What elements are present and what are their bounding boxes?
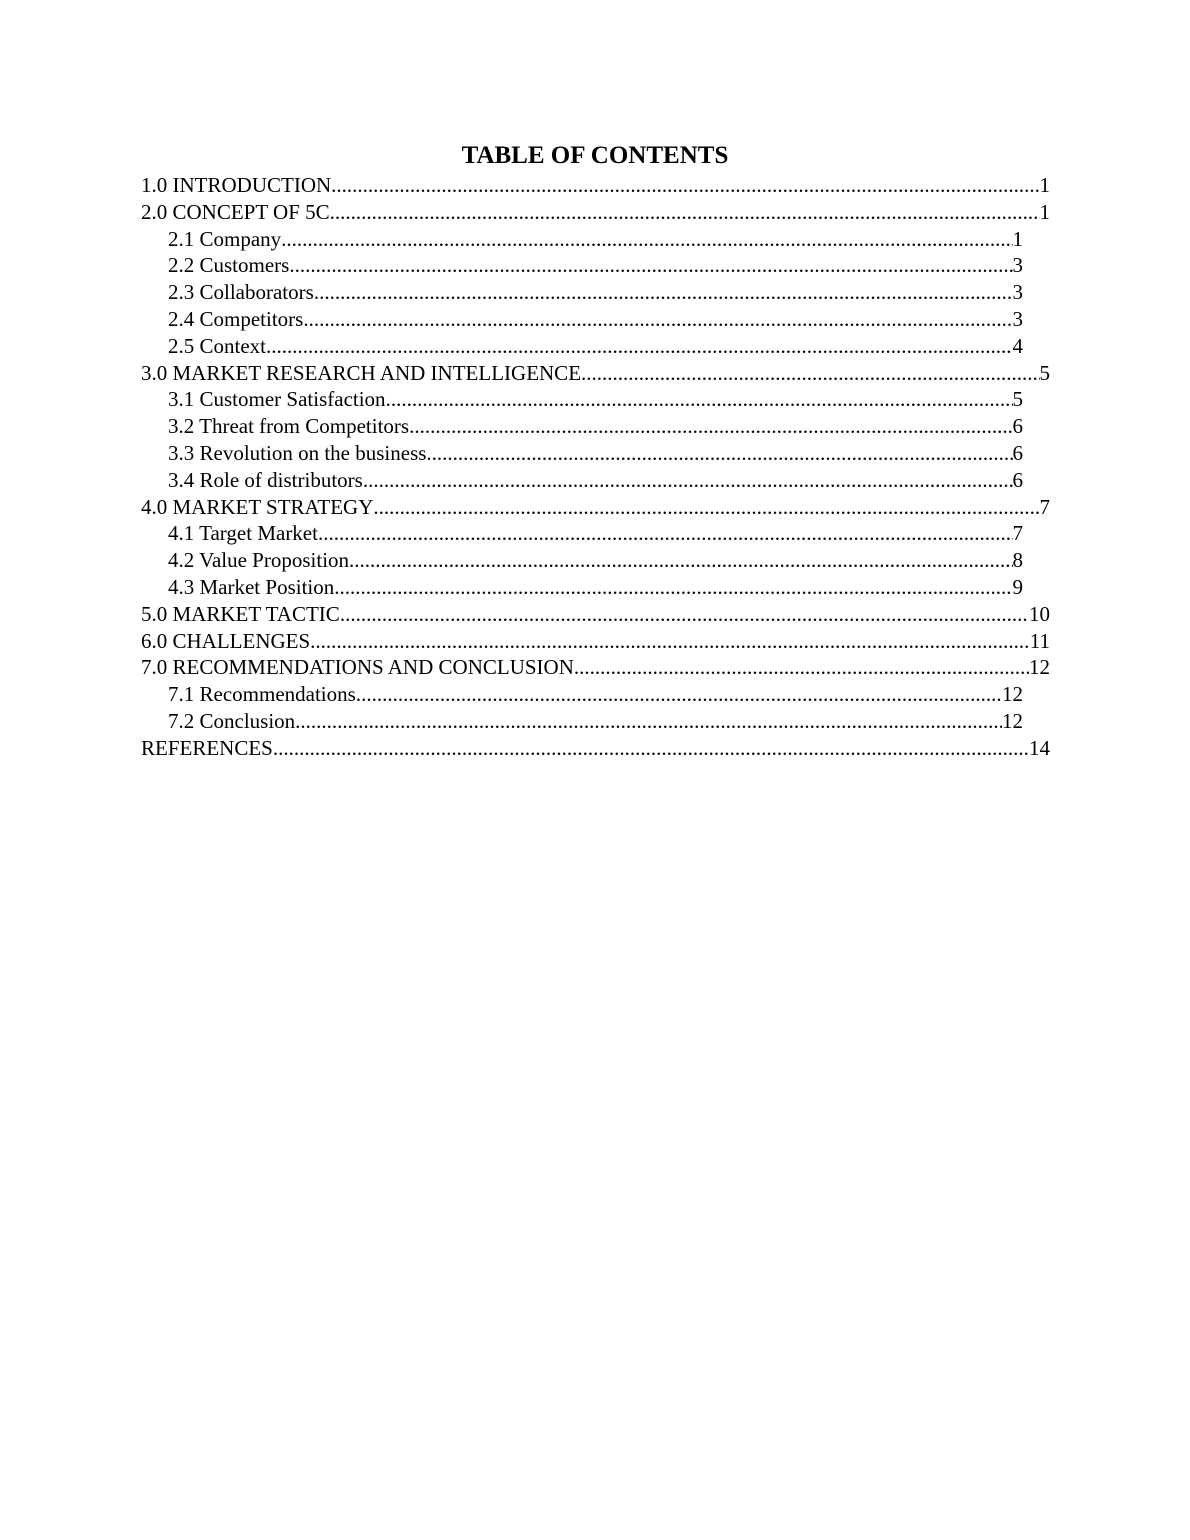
toc-page-number: 12 — [1029, 655, 1050, 680]
toc-dot-leader — [310, 628, 1030, 655]
toc-page-number: 6 — [1012, 467, 1023, 492]
toc-entry-label: 2.3 Collaborators — [168, 280, 314, 305]
toc-page-number: 5 — [1039, 360, 1050, 385]
toc-dot-leader — [363, 467, 1013, 494]
toc-dot-leader — [334, 574, 1012, 601]
toc-entry-label: 3.2 Threat from Competitors — [168, 414, 410, 439]
toc-entry[interactable] — [168, 413, 1023, 440]
toc-dot-leader — [273, 735, 1029, 762]
toc-dot-leader — [289, 252, 1012, 279]
toc-entry-label: 2.4 Competitors — [168, 306, 304, 331]
toc-entry-label: 3.4 Role of distributors — [168, 467, 363, 492]
toc-dot-leader — [581, 360, 1039, 387]
toc-entry-label: 7.1 Recommendations — [168, 682, 356, 707]
toc-page-number: 11 — [1029, 628, 1050, 653]
toc-entry-label: REFERENCES — [141, 735, 273, 760]
toc-entry[interactable] — [168, 467, 1023, 494]
toc-page-number: 8 — [1012, 548, 1023, 573]
toc-entry[interactable] — [141, 654, 1050, 681]
toc-page-number: 3 — [1012, 253, 1023, 278]
toc-page-number: 14 — [1029, 735, 1050, 760]
toc-entry-label: 7.2 Conclusion — [168, 708, 296, 733]
toc-dot-leader — [331, 172, 1039, 199]
toc-page-number: 10 — [1029, 601, 1050, 626]
toc-page-number: 6 — [1012, 414, 1023, 439]
toc-entry[interactable] — [168, 547, 1023, 574]
toc-entry-label: 4.2 Value Proposition — [168, 548, 350, 573]
toc-dot-leader — [349, 547, 1012, 574]
toc-dot-leader — [314, 279, 1013, 306]
toc-dot-leader — [266, 333, 1013, 360]
toc-dot-leader — [373, 494, 1039, 521]
toc-entry[interactable] — [168, 333, 1023, 360]
toc-page-number: 12 — [1002, 708, 1023, 733]
toc-entry[interactable] — [141, 172, 1050, 199]
toc-entry-label: 3.1 Customer Satisfaction — [168, 387, 386, 412]
toc-dot-leader — [318, 520, 1013, 547]
toc-page-number: 3 — [1012, 280, 1023, 305]
toc-entry-label: 7.0 RECOMMENDATIONS AND CONCLUSION — [141, 655, 574, 680]
toc-page-number: 7 — [1012, 521, 1023, 546]
toc-dot-leader — [426, 440, 1012, 467]
toc-entry[interactable] — [168, 574, 1023, 601]
toc-dot-leader — [303, 306, 1012, 333]
toc-page-number: 1 — [1039, 173, 1050, 197]
toc-page-number: 6 — [1012, 440, 1023, 465]
toc-dot-leader — [409, 413, 1012, 440]
toc-page-number: 3 — [1012, 306, 1023, 331]
toc-entry[interactable] — [168, 386, 1023, 413]
toc-dot-leader — [330, 199, 1040, 226]
toc-page-number: 7 — [1039, 494, 1050, 519]
toc-entry[interactable] — [141, 494, 1050, 521]
toc-page-number: 9 — [1012, 574, 1023, 599]
toc-entry-label: 2.0 CONCEPT OF 5C — [141, 199, 330, 224]
toc-entry[interactable] — [168, 440, 1023, 467]
toc-entry-label: 4.1 Target Market — [168, 521, 318, 546]
toc-dot-leader — [386, 386, 1013, 413]
toc-entry-label: 3.3 Revolution on the business — [168, 440, 427, 465]
toc-entry[interactable] — [168, 520, 1023, 547]
toc-entry[interactable] — [168, 252, 1023, 279]
toc-page-number: 12 — [1002, 682, 1023, 707]
toc-entry-label: 1.0 INTRODUCTION — [141, 173, 332, 197]
toc-entry[interactable] — [141, 360, 1050, 387]
toc-title: TABLE OF CONTENTS — [461, 142, 729, 169]
toc-entry[interactable] — [168, 226, 1023, 253]
toc-entry[interactable] — [168, 681, 1023, 708]
toc-entry-label: 2.5 Context — [168, 333, 266, 358]
toc-dot-leader — [340, 601, 1029, 628]
toc-entry-label: 5.0 MARKET TACTIC — [141, 601, 340, 626]
toc-page-number: 1 — [1039, 199, 1050, 224]
toc-entry[interactable] — [168, 279, 1023, 306]
toc-page-number: 5 — [1012, 387, 1023, 412]
toc-entry[interactable] — [141, 735, 1050, 762]
toc-entry-label: 2.2 Customers — [168, 253, 290, 278]
toc-entry[interactable] — [168, 306, 1023, 333]
toc-entry-label: 4.0 MARKET STRATEGY — [141, 494, 374, 519]
toc-dot-leader — [356, 681, 1002, 708]
toc-entry[interactable] — [141, 628, 1050, 655]
toc-entry-label: 6.0 CHALLENGES — [141, 628, 311, 653]
toc-list — [0, 172, 1190, 762]
toc-entry[interactable] — [141, 199, 1050, 226]
toc-entry-label: 2.1 Company — [168, 226, 282, 251]
toc-entry[interactable] — [141, 601, 1050, 628]
toc-page-number: 1 — [1012, 226, 1023, 251]
toc-page-number: 4 — [1012, 333, 1023, 358]
toc-entry[interactable] — [168, 708, 1023, 735]
toc-entry-label: 4.3 Market Position — [168, 574, 335, 599]
toc-dot-leader — [281, 226, 1012, 253]
toc-dot-leader — [574, 654, 1029, 681]
toc-dot-leader — [295, 708, 1002, 735]
toc-entry-label: 3.0 MARKET RESEARCH AND INTELLIGENCE — [141, 360, 582, 385]
